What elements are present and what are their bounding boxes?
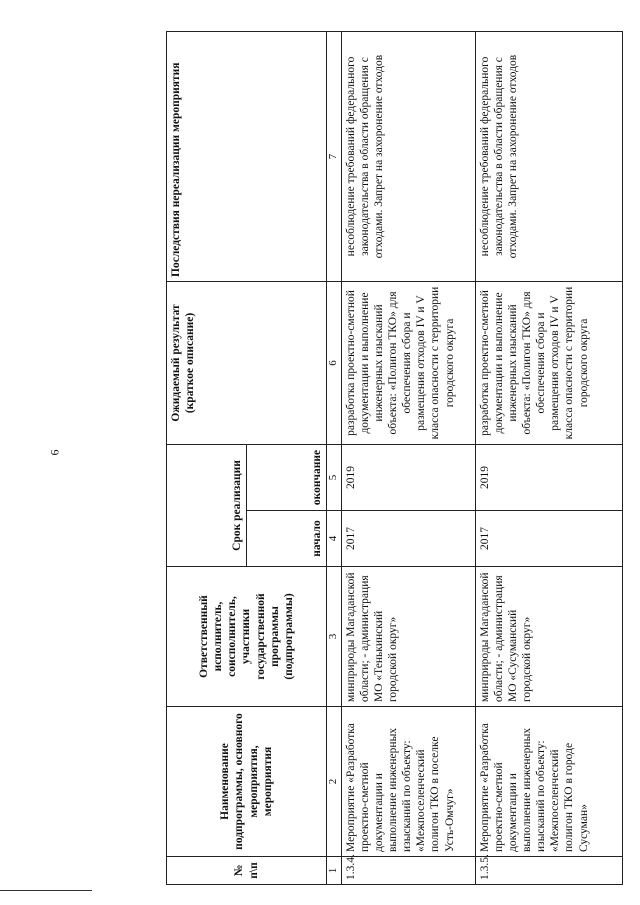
header-responsible: Ответственный исполнитель, соисполнитель, участники государственной программы (подпрограммы) bbox=[167, 567, 327, 707]
measures-table bbox=[166, 31, 623, 885]
header-row bbox=[167, 31, 247, 884]
column-number-row bbox=[327, 31, 342, 884]
column-number: 5 bbox=[327, 444, 342, 510]
row-consequences: несоблюдение требований федерального законодательства в области обращения с отходами. Запрет на захоронение отходов bbox=[341, 31, 475, 281]
column-number: 4 bbox=[327, 511, 342, 567]
row-num: 1.3.5. bbox=[475, 857, 622, 885]
row-responsible: минприроды Магаданской области; - администрация МО «Сусуманский городской округ» bbox=[475, 567, 622, 707]
row-end: 2019 bbox=[341, 444, 475, 510]
column-number: 3 bbox=[327, 567, 342, 707]
footer-divider bbox=[0, 890, 92, 891]
row-result: разработка проектно-сметной документации и выполнение инженерных изысканий объекта: «Полигон ТКО» для обеспечения сбора и размещения отходов IV и V класса опасности с территории городского округа bbox=[341, 281, 475, 444]
row-responsible: минприроды Магаданской области; - администрация МО «Тенькинский городской округ» bbox=[341, 567, 475, 707]
row-name: Мероприятие «Разработка проектно-сметной документации и выполнение инженерных изысканий по объекту: «Межпоселенческий полигон ТКО в городе Сусуман» bbox=[475, 707, 622, 857]
header-end: окончание bbox=[247, 444, 327, 510]
column-number: 7 bbox=[327, 31, 342, 281]
row-result: разработка проектно-сметной документации и выполнение инженерных изысканий объекта: «Полигон ТКО» для обеспечения сбора и размещения отходов IV и V класса опасности с территории городского округа bbox=[475, 281, 622, 444]
header-num: № п\п bbox=[167, 857, 327, 885]
row-end: 2019 bbox=[475, 444, 622, 510]
column-number: 6 bbox=[327, 281, 342, 444]
row-start: 2017 bbox=[475, 511, 622, 567]
table-row bbox=[341, 31, 475, 884]
table-row bbox=[475, 31, 622, 884]
header-consequences: Последствия нереализации мероприятия bbox=[167, 31, 327, 281]
header-start: начало bbox=[247, 511, 327, 567]
column-number: 2 bbox=[327, 707, 342, 857]
column-number: 1 bbox=[327, 857, 342, 885]
row-start: 2017 bbox=[341, 511, 475, 567]
rotated-table-container bbox=[166, 32, 620, 885]
page-number: 6 bbox=[47, 449, 62, 456]
row-consequences: несоблюдение требований федерального законодательства в области обращения с отходами. Запрет на захоронение отходов bbox=[475, 31, 622, 281]
row-name: Мероприятие «Разработка проектно-сметной документации и выполнение инженерных изысканий по объекту: «Межпоселенческий полигон ТКО в поселке Усть-Омчуг» bbox=[341, 707, 475, 857]
header-name: Наименование подпрограммы, основного мероприятия, мероприятия bbox=[167, 707, 327, 857]
row-num: 1.3.4. bbox=[341, 857, 475, 885]
header-period: Срок реализации bbox=[167, 444, 247, 566]
header-result: Ожидаемый результат (краткое описание) bbox=[167, 281, 327, 444]
